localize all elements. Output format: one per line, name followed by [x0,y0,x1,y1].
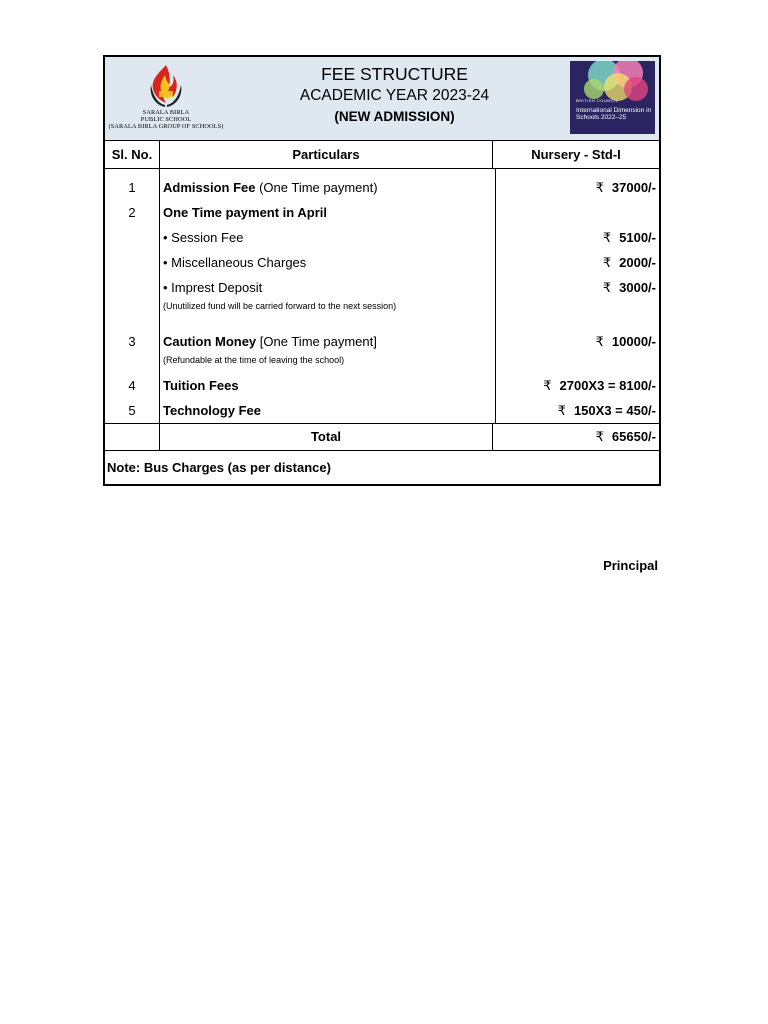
school-name-line1: SARALA BIRLA [142,109,190,116]
row-label: • Imprest Deposit [160,275,496,300]
row-label: • Miscellaneous Charges [160,250,496,275]
rupee-icon: ₹ [602,280,612,295]
rupee-icon: ₹ [543,378,552,393]
bus-charges-note: Note: Bus Charges (as per distance) [107,460,331,475]
principal-signature: Principal [603,558,658,573]
rupee-icon: ₹ [595,180,604,195]
row-amount: 3000/- [619,280,656,295]
table-row [105,329,659,354]
row-note: (Refundable at the time of leaving the school) [160,354,496,367]
table-body [105,169,659,424]
table-note-row [105,300,659,313]
table-subrow [105,275,659,300]
rupee-icon: ₹ [595,334,604,349]
total-amount: 65650/- [611,429,656,444]
rupee-icon: ₹ [602,230,612,245]
total-row [105,424,659,451]
fee-structure-sheet [103,55,661,486]
row-label: Admission Fee [163,180,256,195]
school-group: (SARALA BIRLA GROUP OF SCHOOLS) [108,123,224,130]
flame-icon [107,61,225,109]
col-header-class: Nursery - Std-I [531,147,621,162]
col-header-sl: Sl. No. [105,141,160,168]
row-number: 5 [105,398,160,423]
row-amount: 5100/- [619,230,656,245]
admission-subtitle: (NEW ADMISSION) [334,109,455,124]
table-subrow [105,250,659,275]
school-name-line2: PUBLIC SCHOOL [140,116,192,123]
row-amount: 2000/- [619,255,656,270]
row-label: • Session Fee [160,225,496,250]
row-number: 3 [105,329,160,354]
rupee-icon: ₹ [602,255,612,270]
table-note-row [105,354,659,367]
row-amount: 2700X3 = 8100/- [559,378,656,393]
badge-text: International Dimension in Schools 2022–25 [576,107,652,121]
row-amount: 10000/- [611,334,656,349]
table-row [105,175,659,200]
table-row [105,398,659,423]
title-block [225,63,564,127]
table-subrow [105,225,659,250]
international-dimension-badge [570,61,655,134]
total-label: Total [160,424,493,450]
row-amount: 37000/- [611,180,656,195]
page-title: FEE STRUCTURE [321,64,468,84]
table-header [105,141,659,169]
row-number: 4 [105,373,160,398]
row-label-suffix: (One Time payment) [255,180,378,195]
row-number: 2 [105,200,160,225]
rupee-icon: ₹ [557,403,566,418]
school-logo [107,61,225,135]
row-label: Caution Money [163,334,257,349]
row-label-suffix: [One Time payment] [256,334,377,349]
row-label: Technology Fee [160,398,496,423]
row-note: (Unutilized fund will be carried forward to the next session) [160,300,496,313]
rupee-icon: ₹ [595,429,604,444]
table-row [105,373,659,398]
row-label: One Time payment in April [160,200,496,225]
row-label: Tuition Fees [160,373,496,398]
british-council-mark: BRITISH COUNCIL [576,98,619,103]
table-row [105,200,659,225]
row-number: 1 [105,175,160,200]
academic-year: ACADEMIC YEAR 2023-24 [299,87,490,104]
header [105,57,659,141]
row-amount: 150X3 = 450/- [573,403,656,418]
col-header-particulars: Particulars [160,141,493,168]
